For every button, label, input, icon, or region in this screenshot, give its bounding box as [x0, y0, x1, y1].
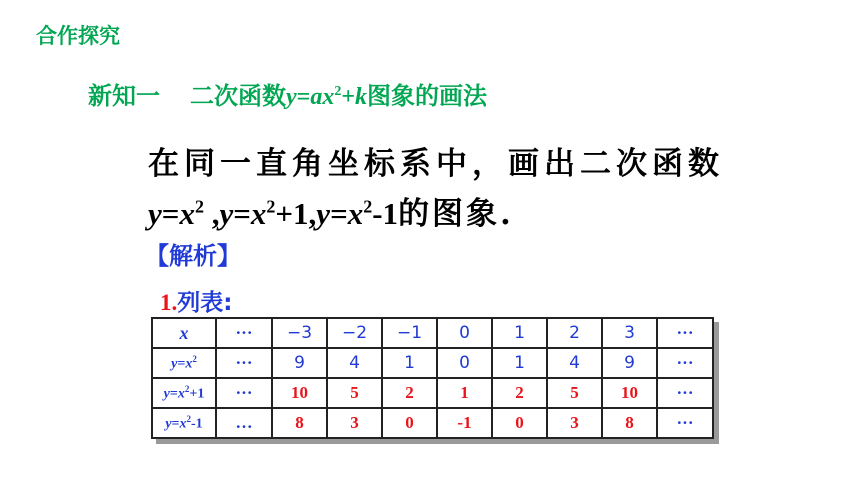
row-label-part: 2 [186, 413, 192, 424]
table-row [152, 378, 713, 408]
table-cell: 0 [382, 408, 437, 438]
new-knowledge-heading [88, 76, 487, 111]
table-cell: 0 [492, 408, 547, 438]
step-number: 1. [160, 290, 178, 315]
f2-eq: = [233, 196, 251, 231]
table-cell: 9 [272, 348, 327, 378]
f1-x: x [179, 196, 195, 231]
heading-formula-k: k [355, 84, 368, 110]
table-row [152, 408, 713, 438]
f2-x: x [250, 196, 267, 231]
table-cell: 2 [547, 318, 602, 348]
table-cell: 0 [437, 348, 492, 378]
ellipsis-cell: ··· [657, 348, 713, 378]
table-cell: 4 [547, 348, 602, 378]
table-cell: 1 [492, 348, 547, 378]
row-label-part: +1 [189, 386, 205, 402]
table-cell: -1 [437, 408, 492, 438]
question-line-2 [148, 188, 514, 233]
f3-x: x [347, 196, 364, 231]
heading-formula-plus: + [341, 84, 356, 110]
table-cell: 5 [327, 378, 382, 408]
f1-sup: 2 [194, 196, 204, 217]
f2-y: y [219, 196, 234, 231]
row-label-part: 2 [192, 353, 197, 364]
ellipsis-cell: ··· [216, 348, 272, 378]
question-line-1: 在同一直角坐标系中，画出二次函数 [148, 146, 724, 182]
ellipsis-cell: ··· [216, 318, 272, 348]
f2-sup: 2 [266, 196, 276, 217]
f3-tail: -1 [372, 196, 399, 231]
table-cell: 3 [602, 318, 657, 348]
row-label [152, 318, 216, 348]
table-cell: −1 [382, 318, 437, 348]
row-label-part: y [165, 416, 172, 432]
table-cell: 4 [327, 348, 382, 378]
table-cell: −3 [272, 318, 327, 348]
table-cell: 1 [492, 318, 547, 348]
row-label-part: x [185, 356, 193, 372]
row-label-part: x [179, 416, 187, 432]
step-label: 列表: [177, 290, 233, 316]
row-label-part: 2 [184, 383, 190, 394]
ellipsis-cell: ··· [216, 378, 272, 408]
table-cell: 1 [437, 378, 492, 408]
row-label [152, 408, 216, 438]
ellipsis-cell: ··· [657, 408, 713, 438]
new-knowledge-label: 新知一 [88, 82, 160, 110]
table-cell: 10 [602, 378, 657, 408]
section-title: 合作探究 [36, 24, 120, 48]
row-label-part: = [169, 386, 178, 402]
question-line-2-suffix: 的图象. [398, 196, 514, 232]
row-label-part: = [177, 356, 186, 372]
table-cell: 9 [602, 348, 657, 378]
table-cell: 8 [602, 408, 657, 438]
heading-formula-eq: = [296, 84, 311, 110]
step-heading [160, 284, 232, 317]
table-cell: 2 [492, 378, 547, 408]
row-label [152, 348, 216, 378]
sep-1: , [203, 196, 220, 231]
row-label-part: x [177, 386, 185, 402]
table-cell: 10 [272, 378, 327, 408]
row-label [152, 378, 216, 408]
row-label-part: y [163, 386, 170, 402]
f3-y: y [316, 196, 331, 231]
table-cell: 2 [382, 378, 437, 408]
f1-y: y [148, 196, 162, 231]
ellipsis-cell: … [216, 408, 272, 438]
heading-formula-sup: 2 [334, 84, 342, 99]
row-label-part: x [179, 322, 189, 343]
row-label-part: -1 [191, 416, 203, 432]
row-label-part: = [171, 416, 180, 432]
analysis-label: 【解析】 [145, 242, 241, 270]
f1-eq: = [161, 196, 180, 231]
table-cell: 5 [547, 378, 602, 408]
f2-tail: +1, [275, 196, 317, 231]
table-row [152, 318, 713, 348]
heading-formula-y: y [286, 84, 297, 110]
heading-suffix: 图象的画法 [367, 82, 488, 110]
table-cell: −2 [327, 318, 382, 348]
table-cell: 1 [382, 348, 437, 378]
f3-eq: = [330, 196, 348, 231]
table-row [152, 348, 713, 378]
table-cell: 3 [327, 408, 382, 438]
table-cell: 3 [547, 408, 602, 438]
heading-formula-ax: ax [310, 84, 335, 110]
ellipsis-cell: ··· [657, 378, 713, 408]
heading-prefix: 二次函数 [190, 82, 286, 110]
table-cell: 8 [272, 408, 327, 438]
table-cell: 0 [437, 318, 492, 348]
value-table [151, 317, 714, 439]
f3-sup: 2 [363, 196, 373, 217]
row-label-part: y [171, 356, 178, 372]
ellipsis-cell: ··· [657, 318, 713, 348]
